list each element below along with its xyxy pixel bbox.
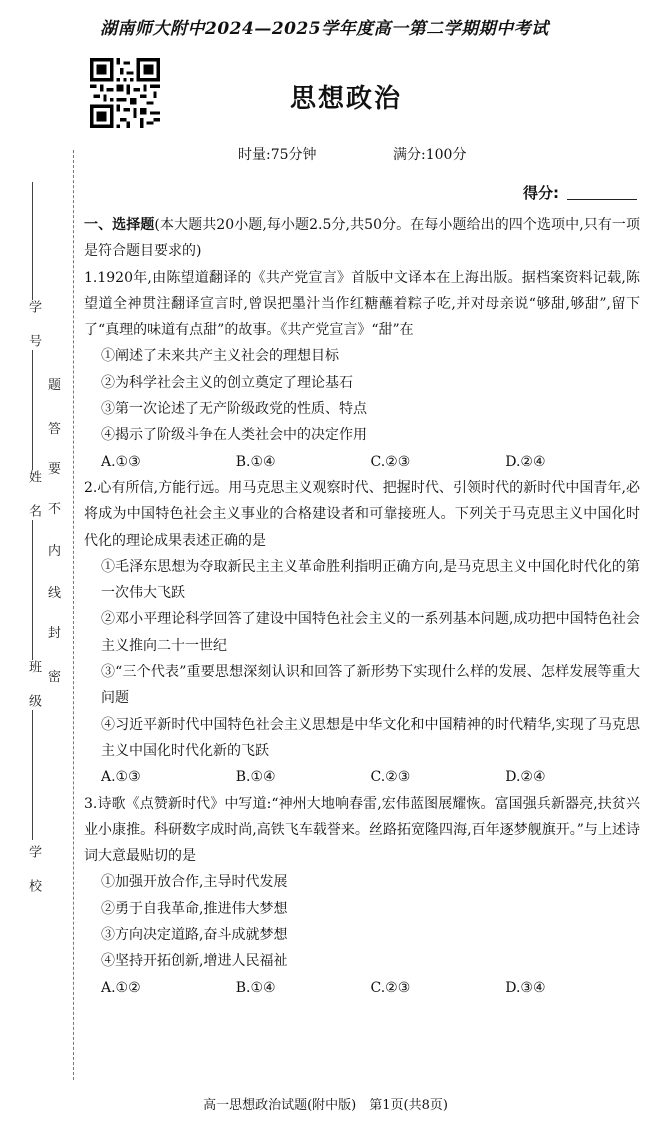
statement: ④坚持开拓创新,增进人民福祉 [101,953,288,970]
seal-dashed-line [73,150,74,1080]
option-d: D.③④ [505,979,546,996]
statement: ③第一次论述了无产阶级政党的性质、特点 [101,401,367,418]
score-label: 得分: [523,184,559,202]
statement: ④揭示了阶级斗争在人类社会中的决定作用 [101,427,367,444]
section-heading [84,212,640,265]
statement: ④习近平新时代中国特色社会主义思想是中华文化和中国精神的时代精华,实现了马克思主义中国化时代化新的飞跃 [101,716,640,759]
option-b: B.①④ [235,979,276,996]
seal-char: 线 [48,586,62,601]
answer-options [84,764,640,790]
question-stem: 2.心有所信,方能行远。用马克思主义观察时代、把握时代、引领时代的新时代中国青年,必将成为中国特色社会主义事业的合格建设者和可靠接班人。下列关于马克思主义中国化时代化的理论成果表述正确的是 [84,479,640,549]
statement: ②为科学社会主义的创立奠定了理论基石 [101,374,353,391]
subject-title: 思想政治 [290,84,403,114]
exam-content [84,212,640,1001]
question-stem: 3.诗歌《点赞新时代》中写道:“神州大地响春雷,宏伟蓝图展耀恢。富国强兵新器亮,扶贫兴业小康推。科研数字成时尚,高铁飞车载誉来。丝路拓宽隆四海,百年逐梦舰旗开。”与上述诗词大意最贴切的是 [84,795,640,865]
option-c: C.②③ [370,453,411,470]
seal-char: 不 [48,502,62,517]
seal-char: 题 [48,378,62,393]
statement: ①加强开放合作,主导时代发展 [101,874,288,891]
question-2 [84,475,640,791]
qr-code-icon [90,58,160,128]
option-c: C.②③ [370,769,411,786]
page-footer: 高一思想政治试题(附中版) 第1页(共8页) [203,1098,448,1113]
answer-options [84,975,640,1001]
statement: ②邓小平理论科学回答了建设中国特色社会主义的一系列基本问题,成功把中国特色社会主义推向二十一世纪 [101,611,640,654]
statement: ①毛泽东思想为夺取新民主主义革命胜利指明正确方向,是马克思主义中国化时代化的第一次伟大飞跃 [101,558,640,602]
time-limit: 时量:75分钟 [238,147,317,163]
statement: ①阐述了未来共产主义社会的理想目标 [101,348,339,365]
school-label: 学 校 [26,845,41,896]
seal-char: 内 [48,544,62,559]
exam-title: 湖南师大附中2024—2025学年度高一第二学期期中考试 [100,19,549,39]
option-d: D.②④ [505,453,546,470]
seal-char: 要 [48,462,62,477]
question-3 [84,791,640,1001]
class-label: 班 级 [26,660,41,711]
seal-char: 答 [48,422,62,437]
statement: ③方向决定道路,奋斗成就梦想 [101,927,288,944]
question-stem: 1.1920年,由陈望道翻译的《共产党宣言》首版中文译本在上海出版。据档案资料记载,陈望道全神贯注翻译宣言时,曾误把墨汁当作红糖蘸着粽子吃,并对母亲说“够甜,够甜”,留下了“真理的味道有点甜”的故事。《共产党宣言》“甜”在 [84,269,640,339]
section-title: 一、选择题 [84,217,155,233]
option-c: C.②③ [370,979,411,996]
class-line [32,710,33,840]
answer-options [84,449,640,475]
statement: ②勇于自我革命,推进伟大梦想 [101,900,288,917]
option-a: A.①③ [101,769,141,786]
seal-char: 封 [48,626,62,641]
name-label: 姓 名 [26,470,41,521]
name-line [32,520,33,660]
question-1 [84,265,640,475]
statement: ③“三个代表”重要思想深刻认识和回答了新形势下实现什么样的发展、怎样发展等重大问题 [101,664,640,707]
option-d: D.②④ [505,769,546,786]
student-id-line-lower [32,350,33,470]
option-b: B.①④ [235,769,276,786]
option-a: A.①② [101,979,141,996]
full-score: 满分:100分 [393,147,467,163]
option-b: B.①④ [235,453,276,470]
student-id-label: 学 号 [26,300,41,351]
student-id-line [32,182,33,300]
score-blank[interactable] [567,199,637,200]
option-a: A.①③ [101,453,141,470]
seal-char: 密 [48,670,62,685]
section-instruction: (本大题共20小题,每小题2.5分,共50分。在每小题给出的四个选项中,只有一项是符合题目要求的) [84,217,640,260]
